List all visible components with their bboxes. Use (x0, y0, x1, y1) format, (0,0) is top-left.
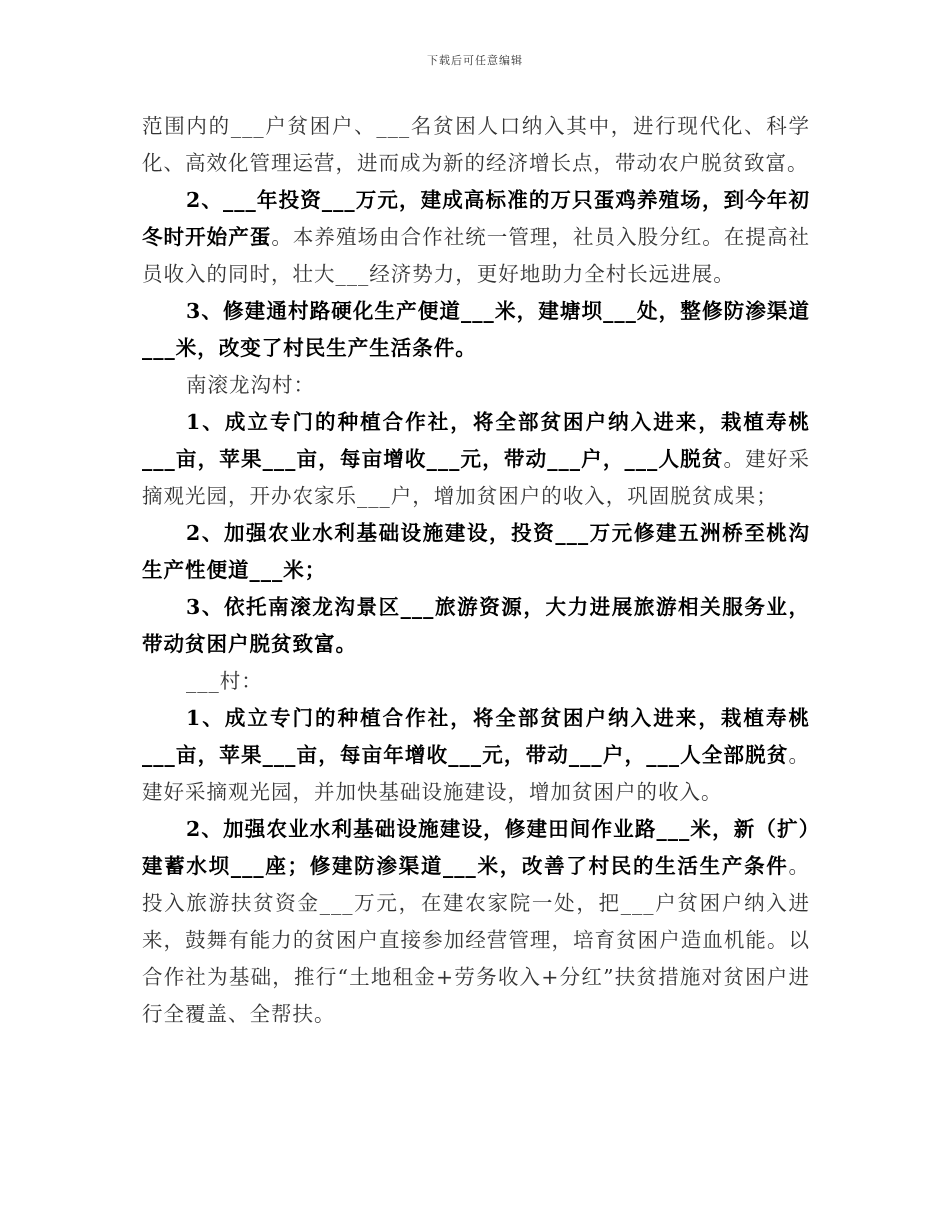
section-heading-village (142, 663, 810, 700)
paragraph-6 (142, 515, 810, 589)
paragraph-3 (142, 293, 810, 367)
paragraph-1-text: 范围内的___户贫困户、___名贫困人口纳入其中，进行现代化、科学化、高效化管理运营，进而成为新的经济增长点，带动农户脱贫致富。 (142, 114, 810, 175)
section-heading-village-text: ___村： (186, 669, 263, 693)
paragraph-9-text: 。建好采摘观光园，并加快基础设施建设，增加贫困户的收入。 (142, 743, 810, 804)
section-heading-nangunlonggou-text: 南滚龙沟村： (186, 373, 315, 397)
paragraph-9-bold: 1、成立专门的种植合作社，将全部贫困户纳入进来，栽植寿桃___亩，苹果___亩，每亩年增收___元，带动___户，___人全部脱贫 (142, 706, 810, 767)
paragraph-5 (142, 404, 810, 515)
section-heading-nangunlonggou (142, 367, 810, 404)
paragraph-2-bold: 2、___年投资___万元，建成高标准的万只蛋鸡养殖场，到今年初冬时开始产蛋 (142, 188, 810, 249)
paragraph-10 (142, 811, 810, 1033)
paragraph-5-bold: 1、成立专门的种植合作社，将全部贫困户纳入进来，栽植寿桃___亩，苹果___亩，每亩增收___元，带动___户，___人脱贫 (142, 410, 810, 471)
paragraph-9 (142, 700, 810, 811)
paragraph-10-text: 。投入旅游扶贫资金___万元，在建农家院一处，把___户贫困户纳入进来，鼓舞有能力的贫困户直接参加经营管理，培育贫困户造血机能。以合作社为基础，推行“土地租金+劳务收入+分红”扶贫措施对贫困户进行全覆盖、全帮扶。 (142, 854, 810, 1026)
paragraph-5-text: 。建好采摘观光园，开办农家乐___户，增加贫困户的收入，巩固脱贫成果； (142, 447, 811, 508)
page-header: 下载后可任意编辑 (427, 54, 523, 67)
paragraph-7-bold: 3、依托南滚龙沟景区___旅游资源，大力进展旅游相关服务业，带动贫困户脱贫致富。 (142, 595, 810, 656)
paragraph-10-bold: 2、加强农业水利基础设施建设，修建田间作业路___米，新（扩）建蓄水坝___座；修建防渗渠道___米，改善了村民的生活生产条件 (142, 817, 810, 878)
paragraph-2-text: 。本养殖场由合作社统一管理，社员入股分红。在提高社员收入的同时，壮大___经济势力，更好地助力全村长远进展。 (142, 225, 811, 286)
paragraph-6-bold: 2、加强农业水利基础设施建设，投资___万元修建五洲桥至桃沟生产性便道___米； (142, 521, 810, 582)
paragraph-3-bold: 3、修建通村路硬化生产便道___米，建塘坝___处，整修防渗渠道___米，改变了村民生产生活条件。 (142, 299, 810, 360)
paragraph-1 (142, 108, 810, 182)
paragraph-2 (142, 182, 810, 293)
paragraph-7 (142, 589, 810, 663)
document-body (142, 108, 810, 1033)
